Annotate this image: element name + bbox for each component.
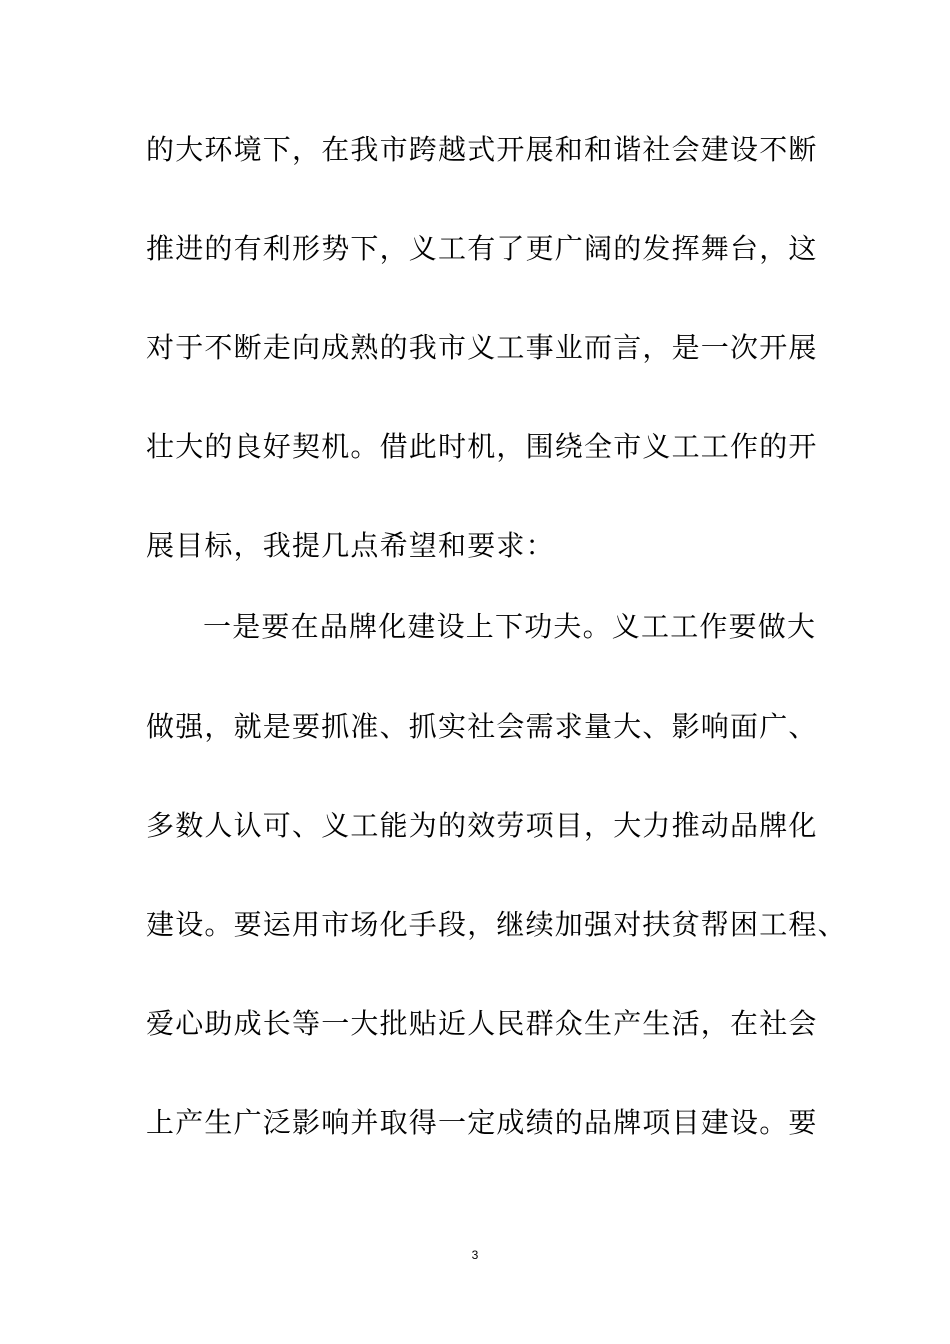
text-line: 爱心助成长等一大批贴近人民群众生产生活，在社会 (146, 1007, 818, 1040)
text-line: 推进的有利形势下，义工有了更广阔的发挥舞台，这 (146, 232, 818, 265)
paragraph-first-line: 一是要在品牌化建设上下功夫。义工工作要做大 (203, 610, 817, 643)
text-line: 的大环境下，在我市跨越式开展和和谐社会建设不断 (146, 133, 818, 166)
text-line: 壮大的良好契机。借此时机，围绕全市义工工作的开 (146, 430, 818, 463)
text-line: 上产生广泛影响并取得一定成绩的品牌项目建设。要 (146, 1106, 818, 1139)
text-line: 建设。要运用市场化手段，继续加强对扶贫帮困工程、 (146, 908, 847, 941)
text-line: 对于不断走向成熟的我市义工事业而言，是一次开展 (146, 331, 818, 364)
text-line: 做强，就是要抓准、抓实社会需求量大、影响面广、 (146, 710, 818, 743)
text-line: 多数人认可、义工能为的效劳项目，大力推动品牌化 (146, 809, 818, 842)
text-line: 展目标，我提几点希望和要求： (146, 529, 555, 562)
page-number: 3 (471, 1248, 479, 1262)
